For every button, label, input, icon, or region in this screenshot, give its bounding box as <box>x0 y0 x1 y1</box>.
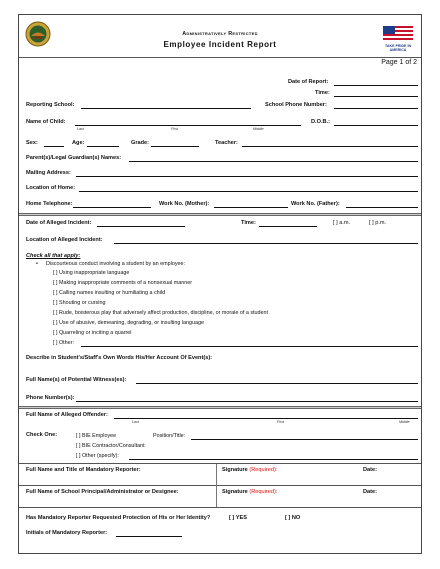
position-title-label: Position/Title: <box>153 433 186 439</box>
dob-label: D.O.B.: <box>311 119 330 125</box>
phones-label: Phone Number(s): <box>26 395 75 401</box>
school-phone-field[interactable] <box>334 108 418 109</box>
reporter-signature-text: Signature <box>222 467 248 473</box>
logo-text: TAKE PRIDE IN AMERICA <box>384 44 412 52</box>
location-alleged-label: Location of Alleged Incident: <box>26 237 103 243</box>
am-checkbox[interactable]: [ ] a.m. <box>333 220 351 226</box>
option-other[interactable]: [ ] Other: <box>53 340 74 346</box>
check-all-label: Check all that apply: <box>26 253 81 259</box>
offender-name-label: Full Name of Alleged Offender: <box>26 412 108 418</box>
principal-signature-text: Signature <box>222 489 248 495</box>
location-home-field[interactable] <box>79 191 418 192</box>
reporting-school-field[interactable] <box>81 108 251 109</box>
reporter-signature-label <box>222 467 277 473</box>
option-inappropriate-language[interactable]: [ ] Using inappropriate language <box>53 270 130 276</box>
form-frame <box>18 14 422 554</box>
bie-contractor-checkbox[interactable]: [ ] BIE Contractor/Consultant <box>76 443 145 449</box>
teacher-label: Teacher: <box>215 140 238 146</box>
describe-label: Describe in Student's/Staff's Own Words His/Her Account Of Event(s): <box>26 355 213 361</box>
protection-question: Has Mandatory Reporter Requested Protection of His or Her Identity? <box>26 515 211 521</box>
page-number: Page 1 of 2 <box>381 59 417 66</box>
option-rude-play[interactable]: [ ] Rude, boisterous play that adversely affect production, discipline, or morale of a student <box>53 310 269 316</box>
home-tel-label: Home Telephone: <box>26 201 73 207</box>
date-of-report-label: Date of Report: <box>288 79 329 85</box>
bullet-dot: • <box>36 261 38 267</box>
sex-field[interactable] <box>44 146 64 147</box>
location-alleged-field[interactable] <box>114 243 418 244</box>
mailing-field[interactable] <box>76 176 418 177</box>
principal-date-label: Date: <box>363 489 377 495</box>
witnesses-field[interactable] <box>136 383 418 384</box>
name-of-child-label: Name of Child: <box>26 119 66 125</box>
child-last-hint: Last <box>77 127 84 131</box>
offender-middle-hint: Middle <box>399 420 410 424</box>
reporter-required-text: (Required): <box>249 467 278 473</box>
time-field[interactable] <box>334 96 418 97</box>
work-mother-field[interactable] <box>214 207 288 208</box>
incident-time-label: Time: <box>241 220 256 226</box>
child-middle-hint: Middle <box>253 127 264 131</box>
reporter-date-label: Date: <box>363 467 377 473</box>
position-title-field[interactable] <box>191 439 418 440</box>
option-calling-names[interactable]: [ ] Calling names insulting or humiliating a child <box>53 290 166 296</box>
principal-label: Full Name of School Principal/Administrator or Designee: <box>26 489 179 495</box>
home-tel-field[interactable] <box>73 207 151 208</box>
child-first-hint: First <box>171 127 178 131</box>
work-father-label: Work No. (Father): <box>291 201 340 207</box>
option-shouting[interactable]: [ ] Shouting or cursing <box>53 300 106 306</box>
offender-name-field[interactable] <box>114 418 418 419</box>
bie-employee-checkbox[interactable]: [ ] BIE Employee <box>76 433 117 439</box>
discourteous-conduct-label: Discourteous conduct involving a student by an employee: <box>46 261 186 267</box>
mandatory-reporter-label: Full Name and Title of Mandatory Reporter: <box>26 467 141 473</box>
location-home-label: Location of Home: <box>26 185 76 191</box>
name-of-child-field[interactable] <box>75 125 301 126</box>
grade-label: Grade: <box>131 140 150 146</box>
reporting-school-label: Reporting School: <box>26 102 75 108</box>
pm-checkbox[interactable]: [ ] p.m. <box>369 220 387 226</box>
initials-label: Initials of Mandatory Reporter: <box>26 530 108 536</box>
initials-field[interactable] <box>116 536 182 537</box>
school-phone-label: School Phone Number: <box>265 102 327 108</box>
principal-signature-label <box>222 489 277 495</box>
parents-field[interactable] <box>129 161 418 162</box>
option-other-field[interactable] <box>81 346 418 347</box>
date-alleged-label: Date of Alleged Incident: <box>26 220 92 226</box>
dob-field[interactable] <box>334 125 418 126</box>
phones-field[interactable] <box>76 401 418 402</box>
teacher-field[interactable] <box>242 146 418 147</box>
check-one-label: Check One: <box>26 432 58 438</box>
date-alleged-field[interactable] <box>97 226 185 227</box>
page-title: Employee Incident Report <box>163 40 277 49</box>
age-field[interactable] <box>87 146 119 147</box>
age-label: Age: <box>72 140 85 146</box>
mailing-label: Mailing Address: <box>26 170 71 176</box>
parents-label: Parent(s)/Legal Guardian(s) Names: <box>26 155 122 161</box>
restricted-label: Administratively Restricted <box>182 31 258 37</box>
offender-last-hint: Last <box>132 420 139 424</box>
option-nonsexual-comments[interactable]: [ ] Making inappropriate comments of a nonsexual manner <box>53 280 193 286</box>
sex-label: Sex: <box>26 140 38 146</box>
grade-field[interactable] <box>151 146 199 147</box>
protection-no-checkbox[interactable]: [ ] NO <box>285 515 301 521</box>
offender-first-hint: First <box>277 420 284 424</box>
work-mother-label: Work No. (Mother): <box>159 201 210 207</box>
take-pride-logo <box>381 24 415 52</box>
option-abusive-language[interactable]: [ ] Use of abusive, demeaning, degrading, or insulting language <box>53 320 205 326</box>
date-of-report-field[interactable] <box>334 85 418 86</box>
witnesses-label: Full Name(s) of Potential Witness(es): <box>26 377 127 383</box>
work-father-field[interactable] <box>346 207 418 208</box>
incident-time-field[interactable] <box>259 226 317 227</box>
other-specify-field[interactable] <box>129 459 418 460</box>
other-specify-checkbox[interactable]: [ ] Other (specify): <box>76 453 119 459</box>
option-quarreling[interactable]: [ ] Quarreling or inciting a quarrel <box>53 330 132 336</box>
protection-yes-checkbox[interactable]: [ ] YES <box>229 515 247 521</box>
time-label: Time: <box>315 90 330 96</box>
principal-required-text: (Required): <box>249 489 278 495</box>
